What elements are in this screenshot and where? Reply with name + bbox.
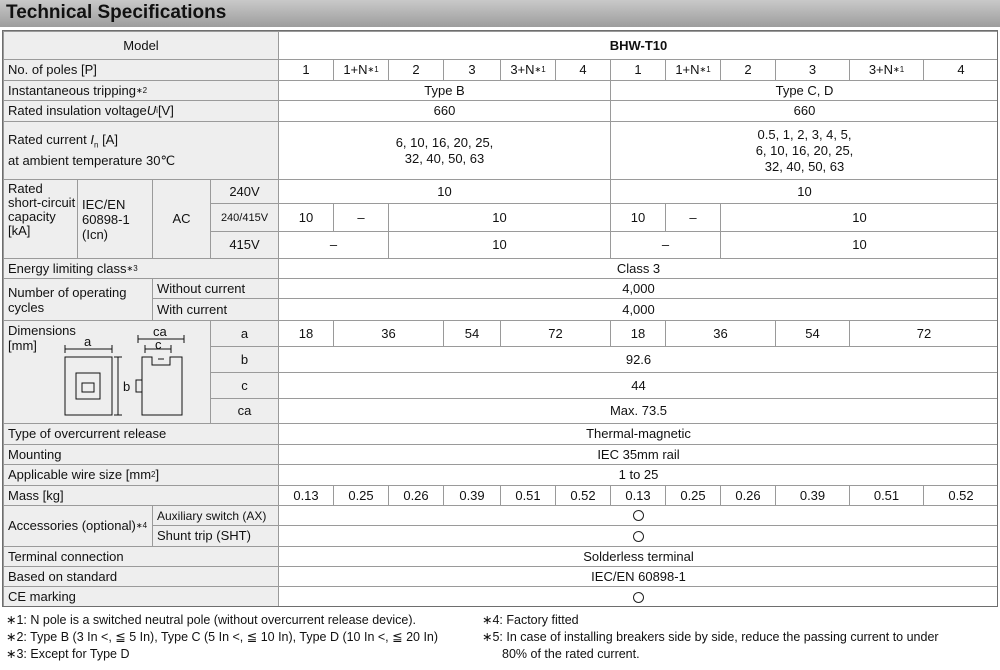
dim-b-label: b xyxy=(210,346,278,372)
cycles-with-value: 4,000 xyxy=(278,298,998,320)
mass-cell: 0.52 xyxy=(555,485,610,505)
cycles-without-label: Without current xyxy=(152,278,278,298)
available-circle-icon xyxy=(633,592,644,603)
footnote-5-cont: 80% of the rated current. xyxy=(502,647,640,661)
shunt-trip-label: Shunt trip (SHT) xyxy=(152,525,278,546)
mass-cell: 0.25 xyxy=(665,485,720,505)
dim-c-value: 44 xyxy=(278,372,998,398)
icn-415-cd-2: 10 xyxy=(720,231,998,258)
pole-count-cell: 3 xyxy=(775,59,849,80)
aux-switch-label: Auxiliary switch (AX) xyxy=(152,505,278,525)
dim-a-value: 72 xyxy=(849,320,998,346)
mass-cell: 0.26 xyxy=(388,485,443,505)
footnote-4: ∗4: Factory fitted xyxy=(482,613,579,627)
mass-cell: 0.13 xyxy=(610,485,665,505)
icn-240415-b-rest: 10 xyxy=(388,203,610,231)
short-circuit-standard: IEC/EN 60898-1 (Icn) xyxy=(77,179,152,258)
icn-415-b-1: – xyxy=(278,231,388,258)
ce-marking-label: CE marking xyxy=(3,586,278,607)
icn-415-cd-1: – xyxy=(610,231,720,258)
rated-current-cd: 0.5, 1, 2, 3, 4, 5, 6, 10, 16, 20, 25, 32, 40, 50, 63 xyxy=(610,121,998,179)
short-circuit-ac: AC xyxy=(152,179,210,258)
voltage-240: 240V xyxy=(210,179,278,203)
pole-count-cell: 1 xyxy=(278,59,333,80)
tripping-type-b: Type B xyxy=(278,80,610,100)
page-title: Technical Specifications xyxy=(6,2,227,23)
icn-240415-b-1pn: – xyxy=(333,203,388,231)
dim-a-value: 54 xyxy=(443,320,500,346)
mass-cell: 0.51 xyxy=(500,485,555,505)
footnote-3: ∗3: Except for Type D xyxy=(6,647,130,661)
dim-a-value: 72 xyxy=(500,320,610,346)
dim-a-value: 18 xyxy=(278,320,333,346)
footnote-2: ∗2: Type B (3 In <, ≦ 5 In), Type C (5 In <, ≦ 10 In), Type D (10 In <, ≦ 20 In) xyxy=(6,630,439,644)
cycles-label: Number of operating cycles xyxy=(3,278,152,320)
mounting-value: IEC 35mm rail xyxy=(278,444,998,464)
mass-label: Mass [kg] xyxy=(3,485,278,505)
title-bar xyxy=(0,0,1000,27)
aux-switch-available xyxy=(278,505,998,525)
terminal-value: Solderless terminal xyxy=(278,546,998,566)
dim-a-label: a xyxy=(210,320,278,346)
mass-cell: 0.26 xyxy=(720,485,775,505)
standard-label: Based on standard xyxy=(3,566,278,586)
icn-240-b: 10 xyxy=(278,179,610,203)
dim-a-value: 18 xyxy=(610,320,665,346)
shunt-trip-available xyxy=(278,525,998,546)
mass-cell: 0.52 xyxy=(923,485,998,505)
wire-size-value: 1 to 25 xyxy=(278,464,998,485)
pole-count-cell: 1+N ∗1 xyxy=(333,59,388,80)
energy-class-label: Energy limiting class ∗3 xyxy=(3,258,278,278)
pole-count-cell: 2 xyxy=(720,59,775,80)
dim-a-mark: a xyxy=(84,334,92,349)
dim-a-value: 36 xyxy=(333,320,443,346)
pole-count-cell: 1 xyxy=(610,59,665,80)
pole-count-cell: 4 xyxy=(923,59,998,80)
rated-current-b: 6, 10, 16, 20, 25, 32, 40, 50, 63 xyxy=(278,121,610,179)
icn-415-b-2: 10 xyxy=(388,231,610,258)
dim-ca-label: ca xyxy=(210,398,278,423)
icn-240415-cd-rest: 10 xyxy=(720,203,998,231)
ce-marking-value xyxy=(278,586,998,607)
pole-count-cell: 2 xyxy=(388,59,443,80)
icn-240415-cd-1p: 10 xyxy=(610,203,665,231)
footnote-5: ∗5: In case of installing breakers side by side, reduce the passing current to under xyxy=(482,630,939,644)
pole-count-cell: 1+N ∗1 xyxy=(665,59,720,80)
insulation-b: 660 xyxy=(278,100,610,121)
dim-a-value: 54 xyxy=(775,320,849,346)
accessories-label: Accessories (optional) ∗4 xyxy=(3,505,152,546)
dim-ca-mark: ca xyxy=(153,325,167,339)
tripping-label: Instantaneous tripping ∗2 xyxy=(3,80,278,100)
standard-value: IEC/EN 60898-1 xyxy=(278,566,998,586)
overcurrent-label: Type of overcurrent release xyxy=(3,423,278,444)
pole-count-cell: 3+N ∗1 xyxy=(500,59,555,80)
tripping-type-cd: Type C, D xyxy=(610,80,998,100)
pole-count-cell: 3+N ∗1 xyxy=(849,59,923,80)
available-circle-icon xyxy=(633,531,644,542)
dimensions-label: Dimensions [mm] xyxy=(3,320,210,423)
icn-240-cd: 10 xyxy=(610,179,998,203)
footnotes-left xyxy=(6,612,438,663)
mass-cell: 0.39 xyxy=(775,485,849,505)
icn-240415-b-1p: 10 xyxy=(278,203,333,231)
short-circuit-label: Rated short-circuit capacity [kA] xyxy=(3,179,77,258)
voltage-415: 415V xyxy=(210,231,278,258)
dim-b-mark: b xyxy=(123,379,131,394)
dim-c-label: c xyxy=(210,372,278,398)
energy-class-value: Class 3 xyxy=(278,258,998,278)
footnotes-right xyxy=(482,612,939,663)
insulation-label: Rated insulation voltage U i [V] xyxy=(3,100,278,121)
model-value: BHW-T10 xyxy=(278,31,998,59)
overcurrent-value: Thermal-magnetic xyxy=(278,423,998,444)
model-label: Model xyxy=(3,31,278,59)
mounting-label: Mounting xyxy=(3,444,278,464)
breaker-dimension-diagram xyxy=(60,325,195,420)
available-circle-icon xyxy=(633,510,644,521)
pole-count-cell: 3 xyxy=(443,59,500,80)
mass-cell: 0.13 xyxy=(278,485,333,505)
terminal-label: Terminal connection xyxy=(3,546,278,566)
cycles-without-value: 4,000 xyxy=(278,278,998,298)
footnote-1: ∗1: N pole is a switched neutral pole (without overcurrent release device). xyxy=(6,613,416,627)
dim-b-value: 92.6 xyxy=(278,346,998,372)
mass-cell: 0.25 xyxy=(333,485,388,505)
voltage-240-415: 240/415V xyxy=(210,203,278,231)
icn-240415-cd-1pn: – xyxy=(665,203,720,231)
insulation-cd: 660 xyxy=(610,100,998,121)
mass-cell: 0.51 xyxy=(849,485,923,505)
dim-a-value: 36 xyxy=(665,320,775,346)
mass-cell: 0.39 xyxy=(443,485,500,505)
dim-c-mark: c xyxy=(155,337,162,352)
cycles-with-label: With current xyxy=(152,298,278,320)
wire-size-label: Applicable wire size [mm 2 ] xyxy=(3,464,278,485)
pole-count-cell: 4 xyxy=(555,59,610,80)
dim-ca-value: Max. 73.5 xyxy=(278,398,998,423)
poles-label: No. of poles [P] xyxy=(3,59,278,80)
rated-current-label: Rated current $I_n$ [A] at ambient temperature 30℃ xyxy=(3,121,278,179)
